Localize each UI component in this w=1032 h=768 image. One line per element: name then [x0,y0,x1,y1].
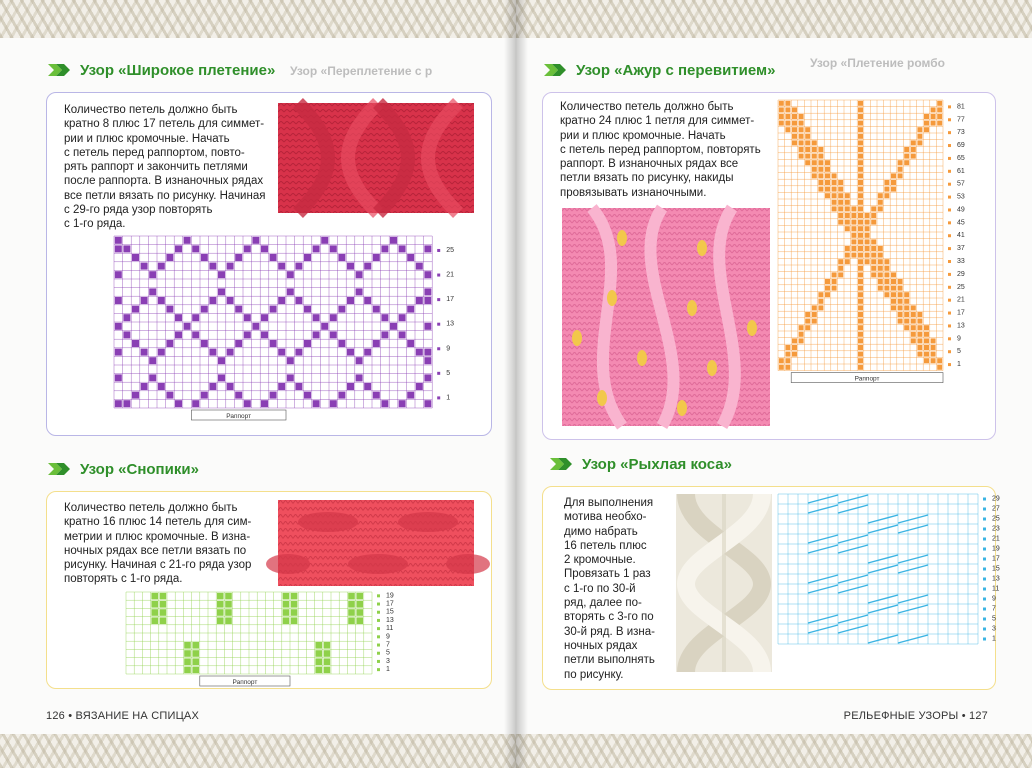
chart-row-label: 77 [957,116,965,124]
chart-row-label: 21 [992,535,1000,543]
knitting-chart-violet [114,236,464,432]
description-line: рять раппорт и закончить петлями [64,161,248,174]
description-line: петли вязать по рисунку, накиды [560,172,734,185]
chart-row-label: 9 [446,345,451,353]
chart-row-label: 21 [957,296,965,304]
raport-label: Раппорт [232,679,258,686]
chart-row-label: 9 [386,633,390,641]
description-line: Для выполнения [564,497,654,509]
page-footer-right [844,710,988,722]
description-line: 2 кромочные. [564,554,636,567]
chart-row-label: 13 [446,320,454,328]
chart-row-label: 37 [957,245,965,253]
description-line: после раппорта. В изнаночных рядах [64,175,264,188]
description-line: с петель перед раппортом, повто- [64,146,245,159]
description-line: ночных рядах [564,639,638,652]
chart-row-label: 5 [992,615,996,623]
chart-row-label: 21 [446,271,454,279]
chart-row-label: 3 [386,657,390,665]
chart-row-label: 19 [386,592,394,600]
pattern-description [564,496,674,682]
section-title-text: Узор «Широкое плетение» [80,61,276,79]
description-line: кратно 8 плюс 17 петель для симмет- [64,118,265,131]
description-line: Провязать 1 раз [564,568,651,581]
knit-sample-photo-red-cable [278,103,474,213]
section-title-ryhlaya-kosa [548,454,732,474]
page-footer-left [46,710,199,722]
chart-row-label: 3 [992,625,996,633]
running-header: ВЯЗАНИЕ НА СПИЦАХ [75,710,199,722]
section-title-snopiki [46,459,199,479]
chart-row-label: 1 [446,394,451,402]
knitting-chart-green [126,592,416,688]
chart-row-label: 17 [386,600,394,608]
chart-row-label: 13 [957,322,965,330]
description-line: рисунку. Начиная с 21-го ряда узор [64,559,252,572]
chart-row-label: 9 [992,595,996,603]
chart-row-label: 7 [386,641,390,649]
description-line: кратно 24 плюс 1 петля для симмет- [560,115,755,128]
page-number: 126 [46,710,65,722]
chart-row-label: 13 [992,575,1000,583]
section-title-shirokoe-pletenie [46,60,275,80]
knitting-chart-blue [778,494,1000,656]
description-line: димо набрать [564,525,638,538]
green-arrow-icon [46,60,72,80]
section-title-azhur [542,60,775,80]
description-line: кратно 16 плюс 14 петель для сим- [64,516,252,529]
section-title-text: Узор «Ажур с перевитием» [576,61,776,79]
chart-row-label: 27 [992,505,1000,513]
chart-row-label: 5 [957,348,961,356]
chart-row-label: 69 [957,142,965,150]
description-line: вторять с 3-го по [564,611,654,624]
description-line: ночных рядах все петли вязать по [64,544,247,557]
section-title-text: Узор «Снопики» [80,460,199,478]
knit-pattern-border-bottom [516,734,1032,768]
chart-row-label: 1 [992,635,996,643]
chart-row-label: 25 [446,246,454,254]
bleed-through-title: Узор «Плетение ромбо [810,56,945,70]
description-line: с 29-го ряда узор повторять [64,204,213,217]
chart-row-label: 15 [992,565,1000,573]
green-arrow-icon [46,459,72,479]
chart-row-label: 7 [992,605,996,613]
knit-sample-photo-pink-lace [562,208,770,426]
chart-row-label: 17 [957,309,965,317]
description-line: мотива необхо- [564,511,647,524]
description-line: 30-й ряд. В изна- [564,625,655,638]
description-line: с петель перед раппортом, повторять [560,143,761,156]
chart-row-label: 65 [957,154,965,162]
description-line: метрии и плюс кромочные. В изна- [64,530,251,543]
chart-row-label: 23 [992,525,1000,533]
chart-row-label: 41 [957,232,965,240]
description-line: 16 петель плюс [564,539,647,552]
knit-sample-photo-cream-braid [676,494,772,672]
chart-row-label: 61 [957,167,965,175]
running-header: РЕЛЬЕФНЫЕ УЗОРЫ [843,710,959,722]
chart-row-label: 13 [386,616,394,624]
chart-row-label: 53 [957,193,965,201]
description-line: петли выполнять [564,654,655,667]
knit-sample-photo-coral-sheaf [278,500,474,586]
chart-row-label: 19 [992,545,1000,553]
chart-row-label: 9 [957,335,961,343]
chart-row-label: 5 [386,649,390,657]
description-line: с 1-го ряда. [64,218,126,231]
chart-row-label: 33 [957,258,965,266]
green-arrow-icon [542,60,568,80]
chart-row-label: 25 [992,515,1000,523]
chart-row-label: 11 [386,625,394,633]
pattern-description [64,103,274,232]
green-arrow-icon [548,454,574,474]
chart-row-label: 1 [957,361,961,369]
description-line: ряд, далее по- [564,597,642,610]
section-title-text: Узор «Рыхлая коса» [582,455,732,473]
footer-bullet: • [961,710,966,722]
page-number: 127 [969,710,988,722]
description-line: рии и плюс кромочные. Начать [64,132,230,145]
description-line: рии и плюс кромочные. Начать [560,129,726,142]
chart-row-label: 11 [992,585,1000,593]
chart-row-label: 49 [957,206,965,214]
description-line: Количество петель должно быть [64,502,238,514]
knitting-chart-orange [778,100,990,383]
description-line: все петли вязать по рисунку. Начиная [64,189,266,202]
bleed-through-title: Узор «Переплетение с р [290,64,433,78]
description-line: Количество петель должно быть [64,104,238,116]
chart-row-label: 1 [386,666,390,674]
chart-row-label: 81 [957,103,965,111]
description-line: Количество петель должно быть [560,101,734,113]
knit-pattern-border-top [0,0,516,38]
chart-row-label: 5 [446,369,451,377]
chart-row-label: 45 [957,219,965,227]
description-line: раппорт. В изнаночных рядах все [560,158,739,171]
description-line: повторять с 1-го ряда. [64,573,183,586]
description-line: провязывать изнаночными. [560,186,707,199]
description-line: с 1-го по 30-й [564,582,636,595]
raport-label: Раппорт [226,413,252,420]
chart-row-label: 73 [957,129,965,137]
chart-row-label: 15 [386,608,394,616]
knit-pattern-border-bottom [0,734,516,768]
pattern-description [560,100,780,200]
chart-row-label: 25 [957,283,965,291]
knit-pattern-border-top [516,0,1032,38]
chart-row-label: 57 [957,180,965,188]
chart-row-label: 17 [992,555,1000,563]
description-line: по рисунку. [564,668,624,681]
footer-bullet: • [68,710,73,722]
chart-row-label: 29 [957,270,965,278]
right-page [516,0,1032,768]
chart-row-label: 29 [992,495,1000,503]
chart-row-label: 17 [446,296,454,304]
pattern-description [64,501,274,587]
raport-label: Раппорт [854,375,880,383]
